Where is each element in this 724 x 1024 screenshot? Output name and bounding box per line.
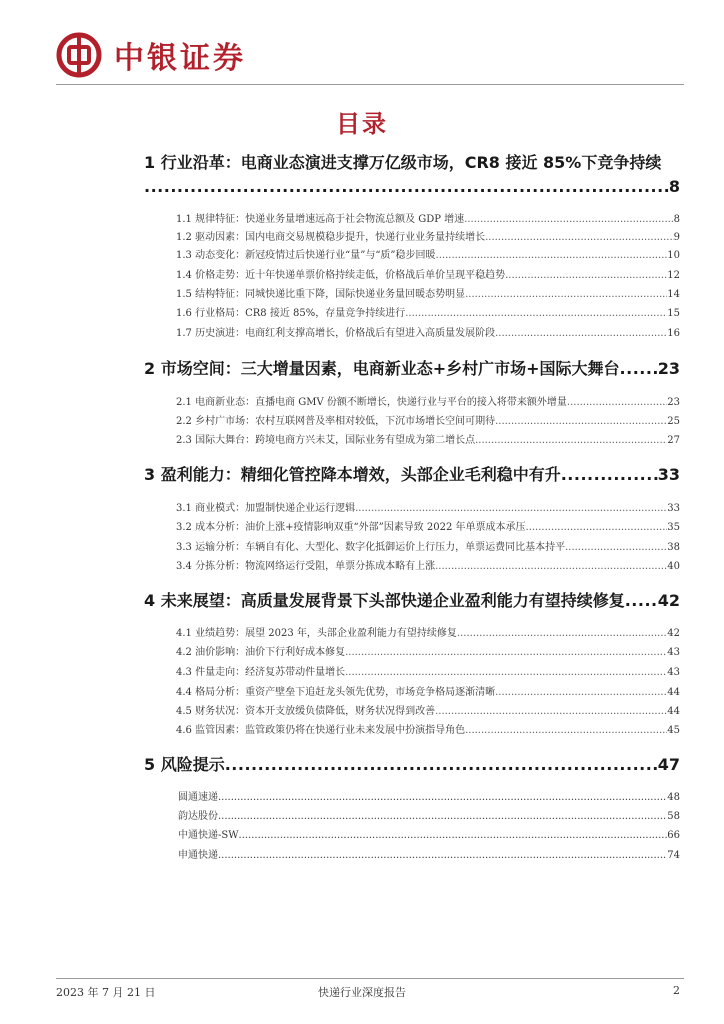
toc-item-1-2[interactable] bbox=[176, 230, 680, 246]
dot-leader bbox=[620, 358, 658, 380]
item-number: 4.3 bbox=[176, 667, 192, 678]
brand-name: 中银证券 bbox=[114, 41, 246, 76]
item-number: 4.2 bbox=[176, 647, 192, 658]
section-4-entry[interactable] bbox=[144, 590, 680, 612]
item-label: 商业模式：加盟制快递企业运行逻辑 bbox=[195, 503, 356, 514]
dot-leader bbox=[457, 626, 667, 642]
item-label: 规律特征：快递业务量增速远高于社会物流总额及 GDP 增速 bbox=[195, 214, 465, 225]
company-entry[interactable] bbox=[178, 790, 680, 806]
company-entry[interactable] bbox=[178, 828, 680, 844]
toc-item-3-2[interactable] bbox=[176, 520, 680, 536]
dot-leader bbox=[239, 828, 668, 844]
section-5-title: 5 风险提示 bbox=[144, 755, 225, 774]
toc-item-4-6[interactable] bbox=[176, 723, 680, 739]
toc-item-1-3[interactable] bbox=[176, 248, 680, 264]
item-label: 格局分析：重资产壁垒下追赶龙头领先优势，市场竞争格局逐渐清晰 bbox=[195, 687, 496, 698]
toc-item-2-2[interactable] bbox=[176, 414, 680, 430]
item-page: 43 bbox=[667, 647, 680, 658]
item-label: 监管因素：监管政策仍将在快递行业未来发展中扮演指导角色 bbox=[195, 725, 466, 736]
dot-leader bbox=[218, 790, 667, 806]
item-label: 结构特征：同城快递比重下降，国际快递业务量回暖态势明显 bbox=[195, 289, 466, 300]
item-label: 财务状况：资本开支放缓负债降低，财务状况得到改善 bbox=[195, 706, 436, 717]
item-page: 14 bbox=[667, 289, 680, 300]
toc-item-1-7[interactable] bbox=[176, 326, 680, 342]
item-number: 1.2 bbox=[176, 232, 192, 243]
dot-leader bbox=[218, 809, 667, 825]
dot-leader bbox=[505, 268, 667, 284]
item-page: 9 bbox=[673, 232, 680, 243]
dot-leader bbox=[565, 540, 667, 556]
section-2-page: 23 bbox=[657, 359, 680, 378]
dot-leader bbox=[144, 176, 669, 198]
dot-leader bbox=[526, 520, 668, 536]
item-number: 2.2 bbox=[176, 416, 192, 427]
toc-item-3-4[interactable] bbox=[176, 559, 680, 575]
item-page: 33 bbox=[667, 503, 680, 514]
item-number: 2.3 bbox=[176, 435, 192, 446]
item-page: 38 bbox=[667, 542, 680, 553]
dot-leader bbox=[495, 414, 667, 430]
section-3-entry[interactable] bbox=[144, 464, 680, 486]
toc-item-1-6[interactable] bbox=[176, 306, 680, 322]
toc-item-4-3[interactable] bbox=[176, 665, 680, 681]
company-page: 48 bbox=[667, 792, 680, 803]
item-number: 3.2 bbox=[176, 522, 192, 533]
dot-leader bbox=[485, 230, 674, 246]
item-page: 23 bbox=[667, 397, 680, 408]
item-page: 42 bbox=[667, 628, 680, 639]
toc-item-1-4[interactable] bbox=[176, 268, 680, 284]
footer-report-title: 快递行业深度报告 bbox=[318, 986, 406, 999]
item-label: 动态变化：新冠疫情过后快递行业“量”与“质”稳步回暖 bbox=[195, 250, 436, 261]
toc-item-4-2[interactable] bbox=[176, 645, 680, 661]
section-1-entry[interactable] bbox=[144, 176, 680, 198]
company-page: 66 bbox=[667, 830, 680, 841]
footer-divider bbox=[56, 978, 684, 979]
item-number: 1.3 bbox=[176, 250, 192, 261]
section-2-title: 2 市场空间：三大增量因素，电商新业态+乡村广市场+国际大舞台 bbox=[144, 359, 620, 378]
item-number: 2.1 bbox=[176, 397, 192, 408]
item-number: 1.7 bbox=[176, 328, 192, 339]
toc-item-2-3[interactable] bbox=[176, 433, 680, 449]
section-2-entry[interactable] bbox=[144, 358, 680, 380]
item-page: 12 bbox=[667, 270, 680, 281]
item-number: 4.6 bbox=[176, 725, 192, 736]
toc-item-1-1[interactable] bbox=[176, 212, 680, 228]
dot-leader bbox=[436, 248, 668, 264]
item-label: 行业格局：CR8 接近 85%，存量竞争持续进行 bbox=[195, 308, 406, 319]
toc-item-4-4[interactable] bbox=[176, 685, 680, 701]
bank-of-china-logo-icon bbox=[56, 32, 102, 78]
item-number: 1.1 bbox=[176, 214, 192, 225]
dot-leader bbox=[567, 395, 667, 411]
item-label: 驱动因素：国内电商交易规模稳步提升，快递行业业务量持续增长 bbox=[195, 232, 486, 243]
item-page: 16 bbox=[667, 328, 680, 339]
company-page: 74 bbox=[667, 850, 680, 861]
section-1-title[interactable]: 1 行业沿革：电商业态演进支撑万亿级市场，CR8 接近 85%下竞争持续 bbox=[144, 153, 662, 172]
toc-item-3-3[interactable] bbox=[176, 540, 680, 556]
dot-leader bbox=[345, 645, 667, 661]
company-page: 58 bbox=[667, 811, 680, 822]
toc-item-3-1[interactable] bbox=[176, 501, 680, 517]
item-number: 3.3 bbox=[176, 542, 192, 553]
dot-leader bbox=[475, 433, 667, 449]
item-page: 8 bbox=[673, 214, 680, 225]
item-page: 43 bbox=[667, 667, 680, 678]
item-label: 业绩趋势：展望 2023 年，头部企业盈利能力有望持续修复 bbox=[195, 628, 457, 639]
dot-leader bbox=[625, 590, 658, 612]
company-name: 申通快递 bbox=[178, 850, 218, 861]
dot-leader bbox=[355, 501, 667, 517]
item-page: 45 bbox=[667, 725, 680, 736]
item-label: 历史演进：电商红利支撑高增长，价格战后有望进入高质量发展阶段 bbox=[195, 328, 496, 339]
footer-date: 2023 年 7 月 21 日 bbox=[56, 986, 156, 999]
footer-page-number: 2 bbox=[673, 984, 680, 997]
dot-leader bbox=[464, 212, 673, 228]
dot-leader bbox=[465, 287, 667, 303]
section-1-page: 8 bbox=[668, 177, 680, 196]
dot-leader bbox=[495, 685, 667, 701]
item-label: 国际大舞台：跨境电商方兴未艾，国际业务有望成为第二增长点 bbox=[195, 435, 476, 446]
item-label: 油价影响：油价下行利好成本修复 bbox=[195, 647, 346, 658]
item-page: 40 bbox=[667, 561, 680, 572]
item-page: 44 bbox=[667, 706, 680, 717]
item-page: 10 bbox=[667, 250, 680, 261]
item-label: 分拣分析：物流网络运行受阻，单票分拣成本略有上涨 bbox=[195, 561, 436, 572]
dot-leader bbox=[465, 723, 667, 739]
item-number: 1.5 bbox=[176, 289, 192, 300]
header-divider bbox=[56, 84, 684, 85]
dot-leader bbox=[405, 306, 667, 322]
item-page: 25 bbox=[667, 416, 680, 427]
item-label: 运输分析：车辆自有化、大型化、数字化抵御运价上行压力，单票运费同比基本持平 bbox=[195, 542, 566, 553]
company-name: 圆通速递 bbox=[178, 792, 218, 803]
item-number: 4.5 bbox=[176, 706, 192, 717]
item-number: 3.1 bbox=[176, 503, 192, 514]
dot-leader bbox=[435, 704, 667, 720]
company-entry[interactable] bbox=[178, 848, 680, 864]
toc-item-4-1[interactable] bbox=[176, 626, 680, 642]
item-label: 乡村广市场：农村互联网普及率相对较低，下沉市场增长空间可期待 bbox=[195, 416, 496, 427]
section-4-page: 42 bbox=[657, 591, 680, 610]
item-number: 1.6 bbox=[176, 308, 192, 319]
dot-leader bbox=[561, 464, 658, 486]
item-label: 价格走势：近十年快递单票价格持续走低，价格战后单价呈现平稳趋势 bbox=[195, 270, 506, 281]
section-5-entry[interactable] bbox=[144, 754, 680, 776]
dot-leader bbox=[218, 848, 667, 864]
item-number: 4.4 bbox=[176, 687, 192, 698]
item-label: 成本分析：油价上涨+疫情影响双重“外部”因素导致 2022 年单票成本承压 bbox=[195, 522, 526, 533]
dot-leader bbox=[435, 559, 667, 575]
header bbox=[56, 30, 246, 80]
item-page: 44 bbox=[667, 687, 680, 698]
section-3-page: 33 bbox=[657, 465, 680, 484]
toc-title: 目录 bbox=[336, 110, 388, 138]
company-name: 中通快递-SW bbox=[178, 830, 239, 841]
section-5-page: 47 bbox=[657, 755, 680, 774]
company-entry[interactable] bbox=[178, 809, 680, 825]
item-label: 件量走向：经济复苏带动件量增长 bbox=[195, 667, 346, 678]
item-page: 15 bbox=[667, 308, 680, 319]
dot-leader bbox=[225, 754, 658, 776]
dot-leader bbox=[345, 665, 667, 681]
item-page: 35 bbox=[667, 522, 680, 533]
item-label: 电商新业态：直播电商 GMV 份额不断增长，快递行业与平台的接入将带来额外增量 bbox=[195, 397, 567, 408]
dot-leader bbox=[495, 326, 667, 342]
toc-item-2-1[interactable] bbox=[176, 395, 680, 411]
item-number: 4.1 bbox=[176, 628, 192, 639]
section-4-title: 4 未来展望：高质量发展背景下头部快递企业盈利能力有望持续修复 bbox=[144, 591, 625, 610]
item-number: 1.4 bbox=[176, 270, 192, 281]
item-number: 3.4 bbox=[176, 561, 192, 572]
company-name: 韵达股份 bbox=[178, 811, 218, 822]
toc-item-1-5[interactable] bbox=[176, 287, 680, 303]
section-3-title: 3 盈利能力：精细化管控降本增效，头部企业毛利稳中有升 bbox=[144, 465, 561, 484]
item-page: 27 bbox=[667, 435, 680, 446]
toc-item-4-5[interactable] bbox=[176, 704, 680, 720]
